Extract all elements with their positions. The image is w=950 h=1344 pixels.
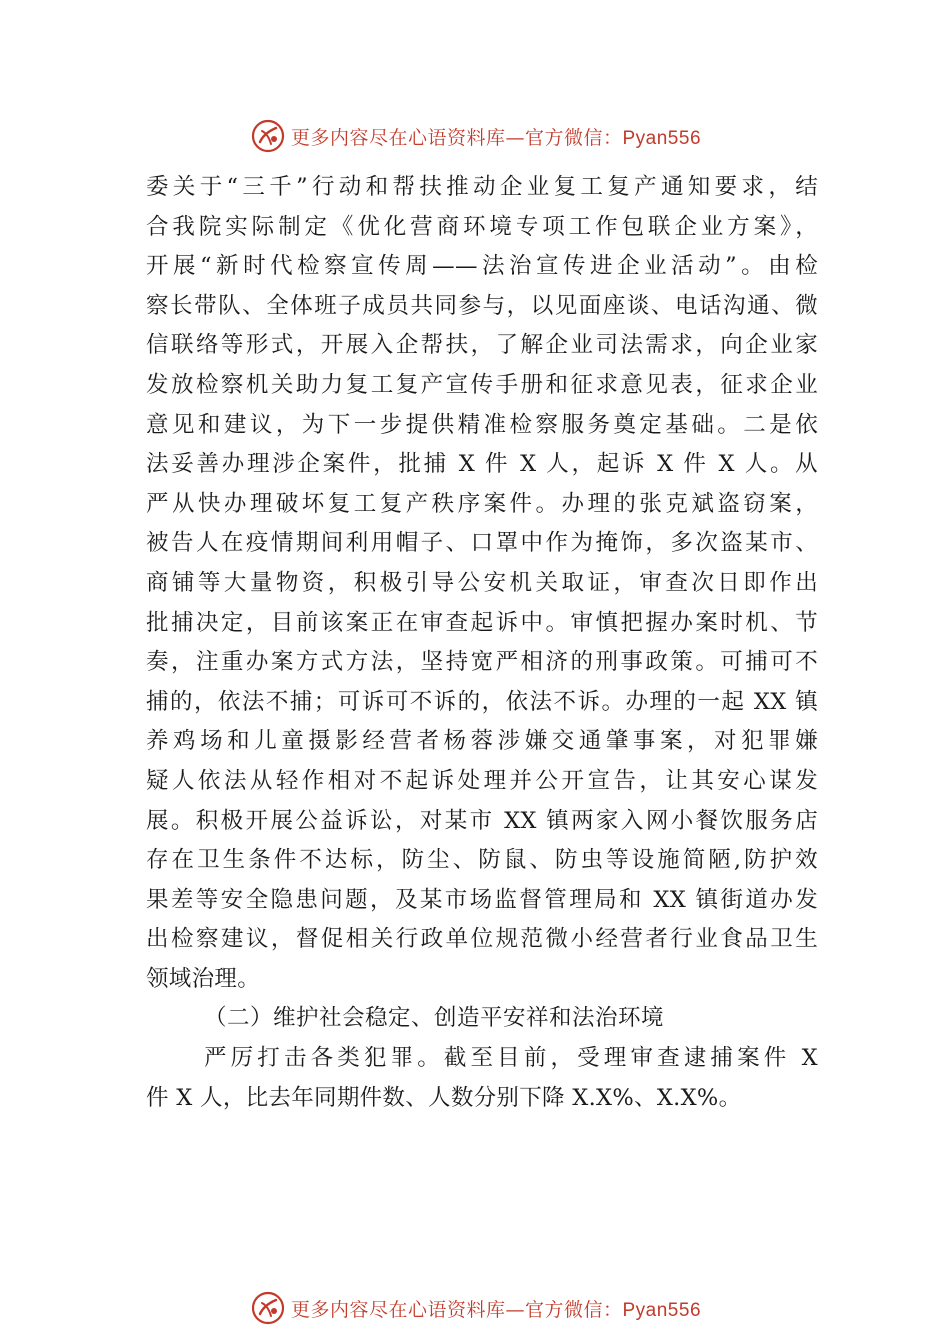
document-body [146,168,818,1118]
text-line: 信联络等形式，开展入企帮扶，了解企业司法需求，向企业家 [146,332,818,359]
text-line: 存在卫生条件不达标，防尘、防鼠、防虫等设施简陋,防护效 [146,847,818,874]
text-line: 展。积极开展公益诉讼，对某市 XX 镇两家入网小餐饮服务店 [146,807,818,834]
text-line: 批捕决定，目前该案正在审查起诉中。审慎把握办案时机、节 [146,609,818,636]
watermark-site-text: 更多内容尽在心语资料库—官方微信： [290,1298,623,1321]
text-line: 疑人依法从轻作相对不起诉处理并公开宣告，让其安心谋发 [146,767,818,794]
text-line: 委关于“三千”行动和帮扶推动企业复工复产通知要求，结 [146,174,818,200]
text-line: 奏，注重办案方式方法，坚持宽严相济的刑事政策。可捕可不 [146,649,818,676]
watermark-handle: Pyan556 [622,1299,702,1321]
paragraph-1 [146,168,818,999]
watermark-text [291,123,701,150]
text-line: 果差等安全隐患问题，及某市场监督管理局和 XX 镇街道办发 [146,886,818,913]
text-line: 开展“新时代检察宣传周——法治宣传进企业活动”。由检 [146,253,818,280]
text-line: 意见和建议，为下一步提供精准检察服务奠定基础。二是依 [146,411,818,438]
text-line: 合我院实际制定《优化营商环境专项工作包联企业方案》， [146,213,818,240]
text-line: 被告人在疫情期间利用帽子、口罩中作为掩饰，多次盗某市、 [146,530,818,557]
text-line: 领域治理。 [146,965,261,992]
text-line: 养鸡场和儿童摄影经营者杨蓉涉嫌交通肇事案，对犯罪嫌 [146,728,818,755]
watermark-banner-bottom [0,1288,950,1328]
brand-logo-icon [249,1289,287,1327]
watermark-banner-top [0,116,950,156]
brand-logo-icon [249,117,287,155]
text-line: 商铺等大量物资，积极引导公安机关取证，审查次日即作出 [146,569,818,596]
watermark-site-text: 更多内容尽在心语资料库—官方微信： [290,126,623,149]
text-line: 发放检察机关助力复工复产宣传手册和征求意见表，征求企业 [146,371,818,398]
text-line: 出检察建议，督促相关行政单位规范微小经营者行业食品卫生 [146,926,818,953]
watermark-text [291,1295,701,1322]
paragraph-2 [146,1039,818,1118]
text-line: 法妥善办理涉企案件，批捕 X 件 X 人，起诉 X 件 X 人。从 [146,451,818,478]
text-line: 严厉打击各类犯罪。截至目前，受理审查逮捕案件 X [204,1045,818,1072]
text-line: 捕的，依法不捕；可诉可不诉的，依法不诉。办理的一起 XX 镇 [146,688,818,715]
text-line: 察长带队、全体班子成员共同参与，以见面座谈、电话沟通、微 [146,292,818,319]
text-line: 件 X 人，比去年同期件数、人数分别下降 X.X%、X.X%。 [146,1084,742,1111]
watermark-handle: Pyan556 [622,127,702,149]
text-line: 严从快办理破坏复工复产秩序案件。办理的张克斌盗窃案， [146,490,818,517]
section-heading: （二）维护社会稳定、创造平安祥和法治环境 [204,1005,665,1032]
